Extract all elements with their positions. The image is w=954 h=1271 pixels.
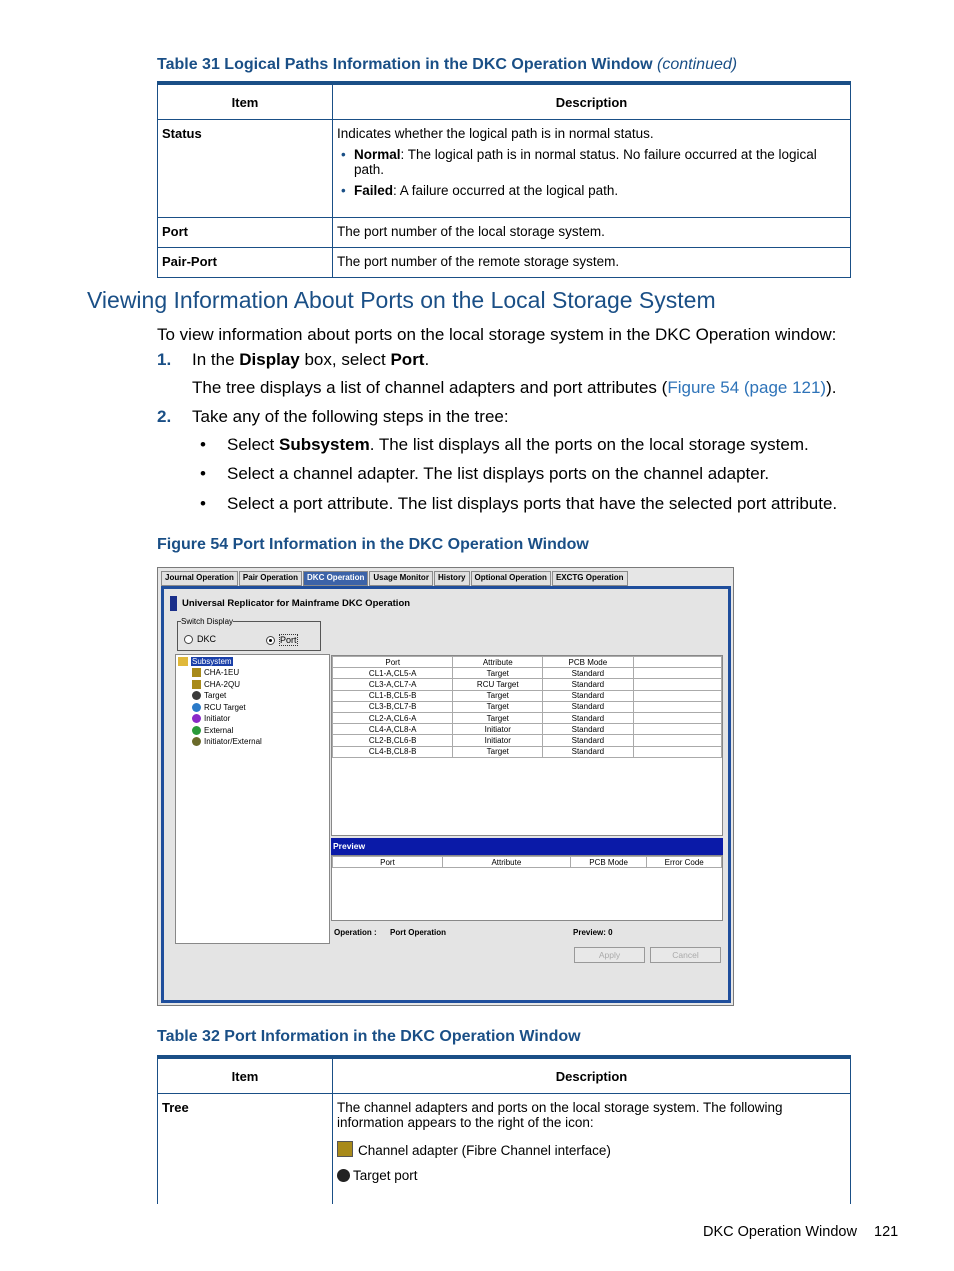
col-attribute[interactable]: Attribute [453,657,543,668]
table31-header-item: Item [158,85,333,120]
bullet-3-text: Select a port attribute. The list displays ports that have the selected port attribute. [227,494,838,513]
radio-port[interactable]: Port [266,634,298,646]
table32 [157,1058,851,1204]
initiator-external-icon [192,737,201,746]
col-blank [633,657,721,668]
channel-adapter-icon [192,668,201,677]
tree-initiator[interactable]: Initiator [192,714,230,723]
step2-text: Take any of the following steps in the tree: [192,407,509,426]
channel-adapter-icon [337,1141,353,1157]
step2-number: 2. [157,407,172,426]
port-tree [175,654,330,944]
operation-label: Operation : [334,928,377,937]
status-list [337,147,846,198]
table32-tree-desc: The channel adapters and ports on the local storage system. The following information appears to the right of the icon: Channel adapter (Fibre Channel interface) Target port [333,1094,851,1204]
table32-tree-item: Tree [158,1094,333,1204]
switch-display-group [177,617,321,651]
tab-history[interactable]: History [434,571,470,586]
target-port-icon [337,1169,350,1182]
tab-bar [161,571,629,586]
figure54-link[interactable]: Figure 54 (page 121) [667,378,827,397]
tab-pair-operation[interactable]: Pair Operation [239,571,302,586]
table-row[interactable]: CL2-A,CL6-A Target Standard [333,712,722,723]
table31-port-desc: The port number of the local storage system. [333,218,851,248]
bullet-2-text: Select a channel adapter. The list displays ports on the channel adapter. [227,464,770,483]
legend-target-port: Target port [337,1168,846,1183]
preview-col-port[interactable]: Port [333,857,443,868]
rcu-target-icon [192,703,201,712]
preview-title: Preview [331,838,723,855]
tree-cha-1eu[interactable]: CHA-1EU [192,668,239,677]
table32-header-description: Description [333,1059,851,1094]
table-row[interactable]: CL1-A,CL5-A Target Standard [333,668,722,679]
preview-col-pcb-mode[interactable]: PCB Mode [570,857,647,868]
table31-status-item: Status [158,120,333,218]
preview-col-error-code[interactable]: Error Code [647,857,722,868]
tab-usage-monitor[interactable]: Usage Monitor [369,571,433,586]
table-row[interactable]: CL3-B,CL7-B Target Standard [333,701,722,712]
step1-subtext: The tree displays a list of channel adapters and port attributes (Figure 54 (page 121)). [192,378,837,397]
tree-external[interactable]: External [192,726,233,735]
panel-title: Universal Replicator for Mainframe DKC Operation [170,596,410,611]
status-normal: • Normal: The logical path is in normal status. No failure occurred at the logical path. [354,147,846,177]
radio-port-icon [266,636,275,645]
status-failed: • Failed: A failure occurred at the logical path. [354,183,846,198]
table31-pair-port-item: Pair-Port [158,248,333,278]
bullet-2: • [200,464,206,483]
preview-col-attribute[interactable]: Attribute [442,857,570,868]
table31-pair-port-desc: The port number of the remote storage system. [333,248,851,278]
bullet-1: • [200,435,206,454]
table31-port-item: Port [158,218,333,248]
bullet-1-text: Select Subsystem. The list displays all the ports on the local storage system. [227,435,809,454]
cancel-button[interactable]: Cancel [650,947,721,963]
section-intro: To view information about ports on the local storage system in the DKC Operation window: [157,325,837,344]
tree-target[interactable]: Target [192,691,226,700]
preview-count: Preview: 0 [573,928,613,937]
table-row[interactable]: CL2-B,CL6-B Initiator Standard [333,735,722,746]
folder-icon [178,657,188,666]
table-row[interactable]: CL4-B,CL8-B Target Standard [333,746,722,757]
radio-dkc-icon [184,635,193,644]
table32-header-item: Item [158,1059,333,1094]
preview-table [332,856,722,868]
table32-caption: Table 32 Port Information in the DKC Operation Window [157,1028,581,1045]
tab-journal-operation[interactable]: Journal Operation [161,571,238,586]
table-row[interactable]: CL1-B,CL5-B Target Standard [333,690,722,701]
table31-status-desc: Indicates whether the logical path is in normal status. • Normal: The logical path is in normal status. No failure occurred at the logical path. • Failed: A failure occurred at the logical path. [333,120,851,218]
tab-dkc-operation[interactable]: DKC Operation [303,571,368,586]
figure54-caption: Figure 54 Port Information in the DKC Operation Window [157,536,589,553]
table-row[interactable]: CL4-A,CL8-A Initiator Standard [333,724,722,735]
table-row[interactable]: CL3-A,CL7-A RCU Target Standard [333,679,722,690]
table31-header-description: Description [333,85,851,120]
port-list [331,655,723,836]
port-list-table [332,656,722,758]
external-icon [192,726,201,735]
radio-dkc[interactable]: DKC [184,634,216,644]
preview-list [331,855,723,921]
legend-channel-adapter: Channel adapter (Fibre Channel interface) [337,1141,846,1158]
table31 [157,84,851,278]
operation-value: Port Operation [390,928,447,937]
tree-initiator-external[interactable]: Initiator/External [192,737,262,746]
step1-text: In the Display box, select Port. [192,350,430,369]
step1-number: 1. [157,350,172,369]
dkc-operation-screenshot [157,567,734,1006]
dkc-panel [161,586,731,1003]
switch-display-label: Switch Display [181,617,234,626]
apply-button[interactable]: Apply [574,947,645,963]
col-pcb-mode[interactable]: PCB Mode [543,657,634,668]
col-port[interactable]: Port [333,657,453,668]
tree-cha-2qu[interactable]: CHA-2QU [192,680,240,689]
section-heading: Viewing Information About Ports on the Local Storage System [87,287,716,313]
channel-adapter-icon [192,680,201,689]
table31-caption: Table 31 Logical Paths Information in the DKC Operation Window (continued) [157,56,738,73]
tree-rcu-target[interactable]: RCU Target [192,703,246,712]
page-number: 121 [874,1224,899,1240]
footer-title: DKC Operation Window [703,1224,857,1240]
tab-optional-operation[interactable]: Optional Operation [471,571,551,586]
tab-exctg-operation[interactable]: EXCTG Operation [552,571,628,586]
bullet-3: • [200,494,206,513]
tree-subsystem[interactable]: Subsystem [178,657,233,666]
initiator-icon [192,714,201,723]
target-port-icon [192,691,201,700]
